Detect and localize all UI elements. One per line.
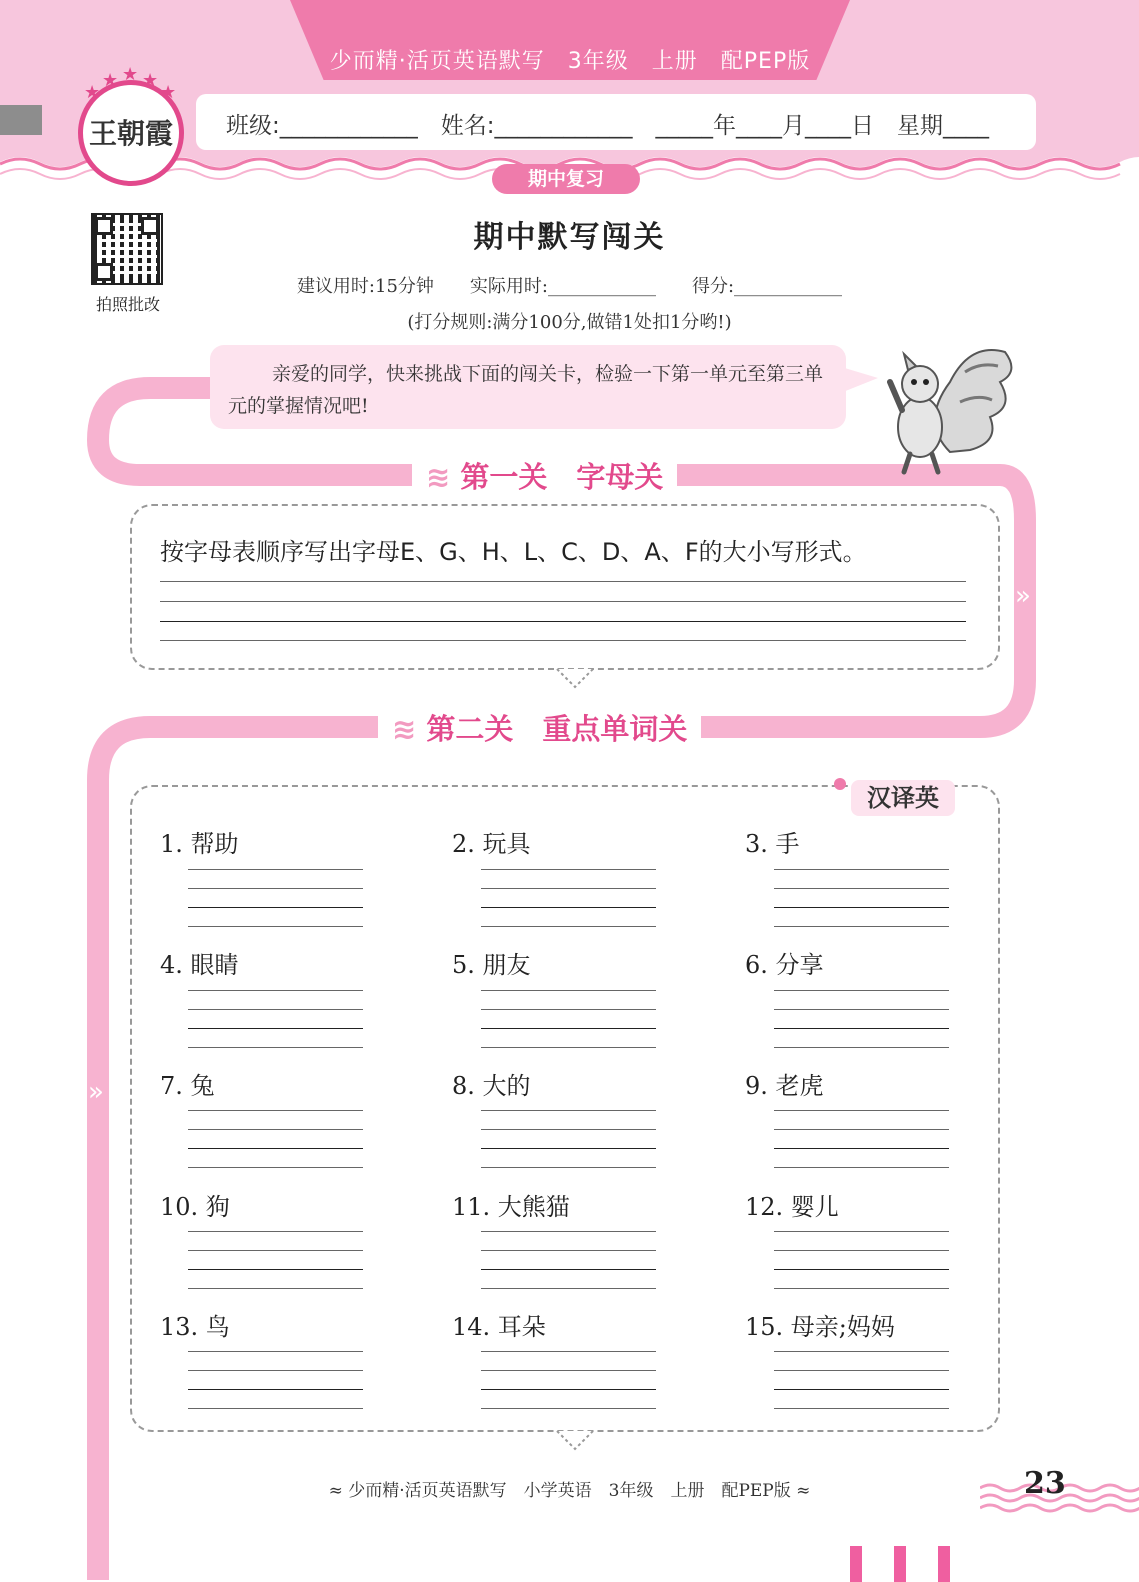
box-pointer: [555, 667, 595, 689]
page-number: 23: [1024, 1466, 1066, 1501]
answer-line[interactable]: [774, 888, 949, 889]
answer-line[interactable]: [774, 869, 949, 870]
answer-line[interactable]: [774, 990, 949, 991]
footer-text: ≈ 少而精·活页英语默写 小学英语 3年级 上册 配PEP版 ≈: [328, 1481, 811, 1501]
answer-line[interactable]: [188, 926, 363, 927]
answer-line[interactable]: [481, 869, 656, 870]
answer-line[interactable]: [188, 1110, 363, 1111]
level-2-title: [378, 707, 701, 748]
word-item: 8. 大的: [452, 1072, 531, 1100]
section-badge: 期中复习: [492, 164, 640, 194]
answer-line[interactable]: [188, 1250, 363, 1251]
word-item: 11. 大熊猫: [452, 1193, 570, 1221]
answer-line[interactable]: [481, 1110, 656, 1111]
answer-line[interactable]: [188, 990, 363, 991]
star-icon: ★: [122, 64, 139, 85]
level-1-instruction: 按字母表顺序写出字母E、G、H、L、C、D、A、F的大小写形式。: [160, 538, 867, 566]
word-item: 10. 狗: [160, 1193, 230, 1221]
logo-text: 王朝霞: [88, 117, 173, 150]
bubble-tail: [838, 366, 878, 396]
answer-line[interactable]: [774, 907, 949, 908]
answer-line[interactable]: [188, 1351, 363, 1352]
answer-line[interactable]: [774, 1288, 949, 1289]
word-item: 6. 分享: [745, 951, 824, 979]
answer-line[interactable]: [188, 1269, 363, 1270]
answer-line[interactable]: [188, 869, 363, 870]
translate-tag: 汉译英: [851, 780, 955, 816]
answer-line[interactable]: [774, 1408, 949, 1409]
answer-line[interactable]: [774, 1009, 949, 1010]
word-item: 3. 手: [745, 830, 800, 858]
svg-text:»: »: [88, 1077, 104, 1107]
answer-line[interactable]: [188, 1028, 363, 1029]
answer-line[interactable]: [188, 1231, 363, 1232]
answer-line[interactable]: [481, 1408, 656, 1409]
word-item: 1. 帮助: [160, 830, 239, 858]
level-1-label: 第一关 字母关: [460, 460, 664, 494]
footer-stripe: [850, 1546, 862, 1582]
writing-line[interactable]: [160, 581, 966, 582]
star-icon: ★: [160, 82, 177, 103]
answer-line[interactable]: [774, 1351, 949, 1352]
svg-text:»: »: [1015, 581, 1031, 611]
answer-line[interactable]: [481, 1148, 656, 1149]
word-item: 13. 鸟: [160, 1313, 230, 1341]
answer-line[interactable]: [481, 926, 656, 927]
answer-line[interactable]: [188, 1288, 363, 1289]
answer-line[interactable]: [188, 888, 363, 889]
writing-line[interactable]: [160, 640, 966, 641]
answer-line[interactable]: [188, 1370, 363, 1371]
level-1-box: [130, 504, 1000, 670]
answer-line[interactable]: [481, 1009, 656, 1010]
answer-line[interactable]: [774, 1389, 949, 1390]
word-item: 9. 老虎: [745, 1072, 824, 1100]
student-info-fields: 班级:____________ 姓名:____________ _____年____月____日 星期____: [226, 113, 989, 139]
answer-line[interactable]: [188, 907, 363, 908]
answer-line[interactable]: [481, 1231, 656, 1232]
answer-line[interactable]: [774, 1148, 949, 1149]
footer-stripe: [938, 1546, 950, 1582]
star-icon: ★: [142, 70, 159, 91]
answer-line[interactable]: [481, 1028, 656, 1029]
time-score-line: 建议用时:15分钟 实际用时:____________ 得分:____________: [296, 276, 843, 297]
scoring-rule: (打分规则:满分100分,做错1处扣1分哟!): [407, 312, 732, 333]
answer-line[interactable]: [481, 1389, 656, 1390]
answer-line[interactable]: [774, 1047, 949, 1048]
answer-line[interactable]: [774, 1129, 949, 1130]
answer-line[interactable]: [774, 1167, 949, 1168]
tag-dot: [834, 778, 846, 790]
answer-line[interactable]: [481, 1288, 656, 1289]
word-item: 12. 婴儿: [745, 1193, 839, 1221]
answer-line[interactable]: [774, 1269, 949, 1270]
series-title: 少而精·活页英语默写 3年级 上册 配PEP版: [329, 49, 811, 74]
answer-line[interactable]: [188, 1408, 363, 1409]
qr-label: 拍照批改: [95, 295, 160, 314]
answer-line[interactable]: [481, 1351, 656, 1352]
answer-line[interactable]: [188, 1148, 363, 1149]
word-item: 7. 兔: [160, 1072, 215, 1100]
answer-line[interactable]: [481, 888, 656, 889]
squirrel-mascot: [880, 332, 1020, 477]
answer-line[interactable]: [188, 1009, 363, 1010]
word-item: 14. 耳朵: [452, 1313, 546, 1341]
star-icon: ★: [84, 82, 101, 103]
writing-line[interactable]: [160, 601, 966, 602]
answer-line[interactable]: [188, 1389, 363, 1390]
answer-line[interactable]: [774, 1028, 949, 1029]
box-pointer: [555, 1429, 595, 1451]
word-item: 4. 眼睛: [160, 951, 239, 979]
answer-line[interactable]: [774, 1370, 949, 1371]
answer-line[interactable]: [481, 1047, 656, 1048]
wave-icon: ≋: [426, 460, 451, 494]
answer-line[interactable]: [188, 1047, 363, 1048]
star-icon: ★: [102, 70, 119, 91]
wave-icon: ≋: [392, 712, 417, 746]
word-item: 5. 朋友: [452, 951, 531, 979]
answer-line[interactable]: [774, 1110, 949, 1111]
intro-text: 亲爱的同学，快来挑战下面的闯关卡，检验一下第一单元至第三单元的掌握情况吧!: [228, 363, 824, 417]
answer-line[interactable]: [774, 1231, 949, 1232]
answer-line[interactable]: [774, 1250, 949, 1251]
writing-line[interactable]: [160, 621, 966, 622]
answer-line[interactable]: [481, 1370, 656, 1371]
answer-line[interactable]: [481, 1129, 656, 1130]
answer-line[interactable]: [481, 1250, 656, 1251]
answer-line[interactable]: [481, 1269, 656, 1270]
answer-line[interactable]: [481, 1167, 656, 1168]
word-item: 15. 母亲;妈妈: [745, 1313, 895, 1341]
word-item: 2. 玩具: [452, 830, 531, 858]
answer-line[interactable]: [481, 990, 656, 991]
answer-line[interactable]: [188, 1129, 363, 1130]
level-1-title: [412, 455, 677, 496]
answer-line[interactable]: [188, 1167, 363, 1168]
answer-line[interactable]: [481, 907, 656, 908]
level-2-label: 第二关 重点单词关: [426, 712, 688, 746]
page-title: 期中默写闯关: [473, 220, 666, 255]
answer-line[interactable]: [774, 926, 949, 927]
footer-stripe: [894, 1546, 906, 1582]
